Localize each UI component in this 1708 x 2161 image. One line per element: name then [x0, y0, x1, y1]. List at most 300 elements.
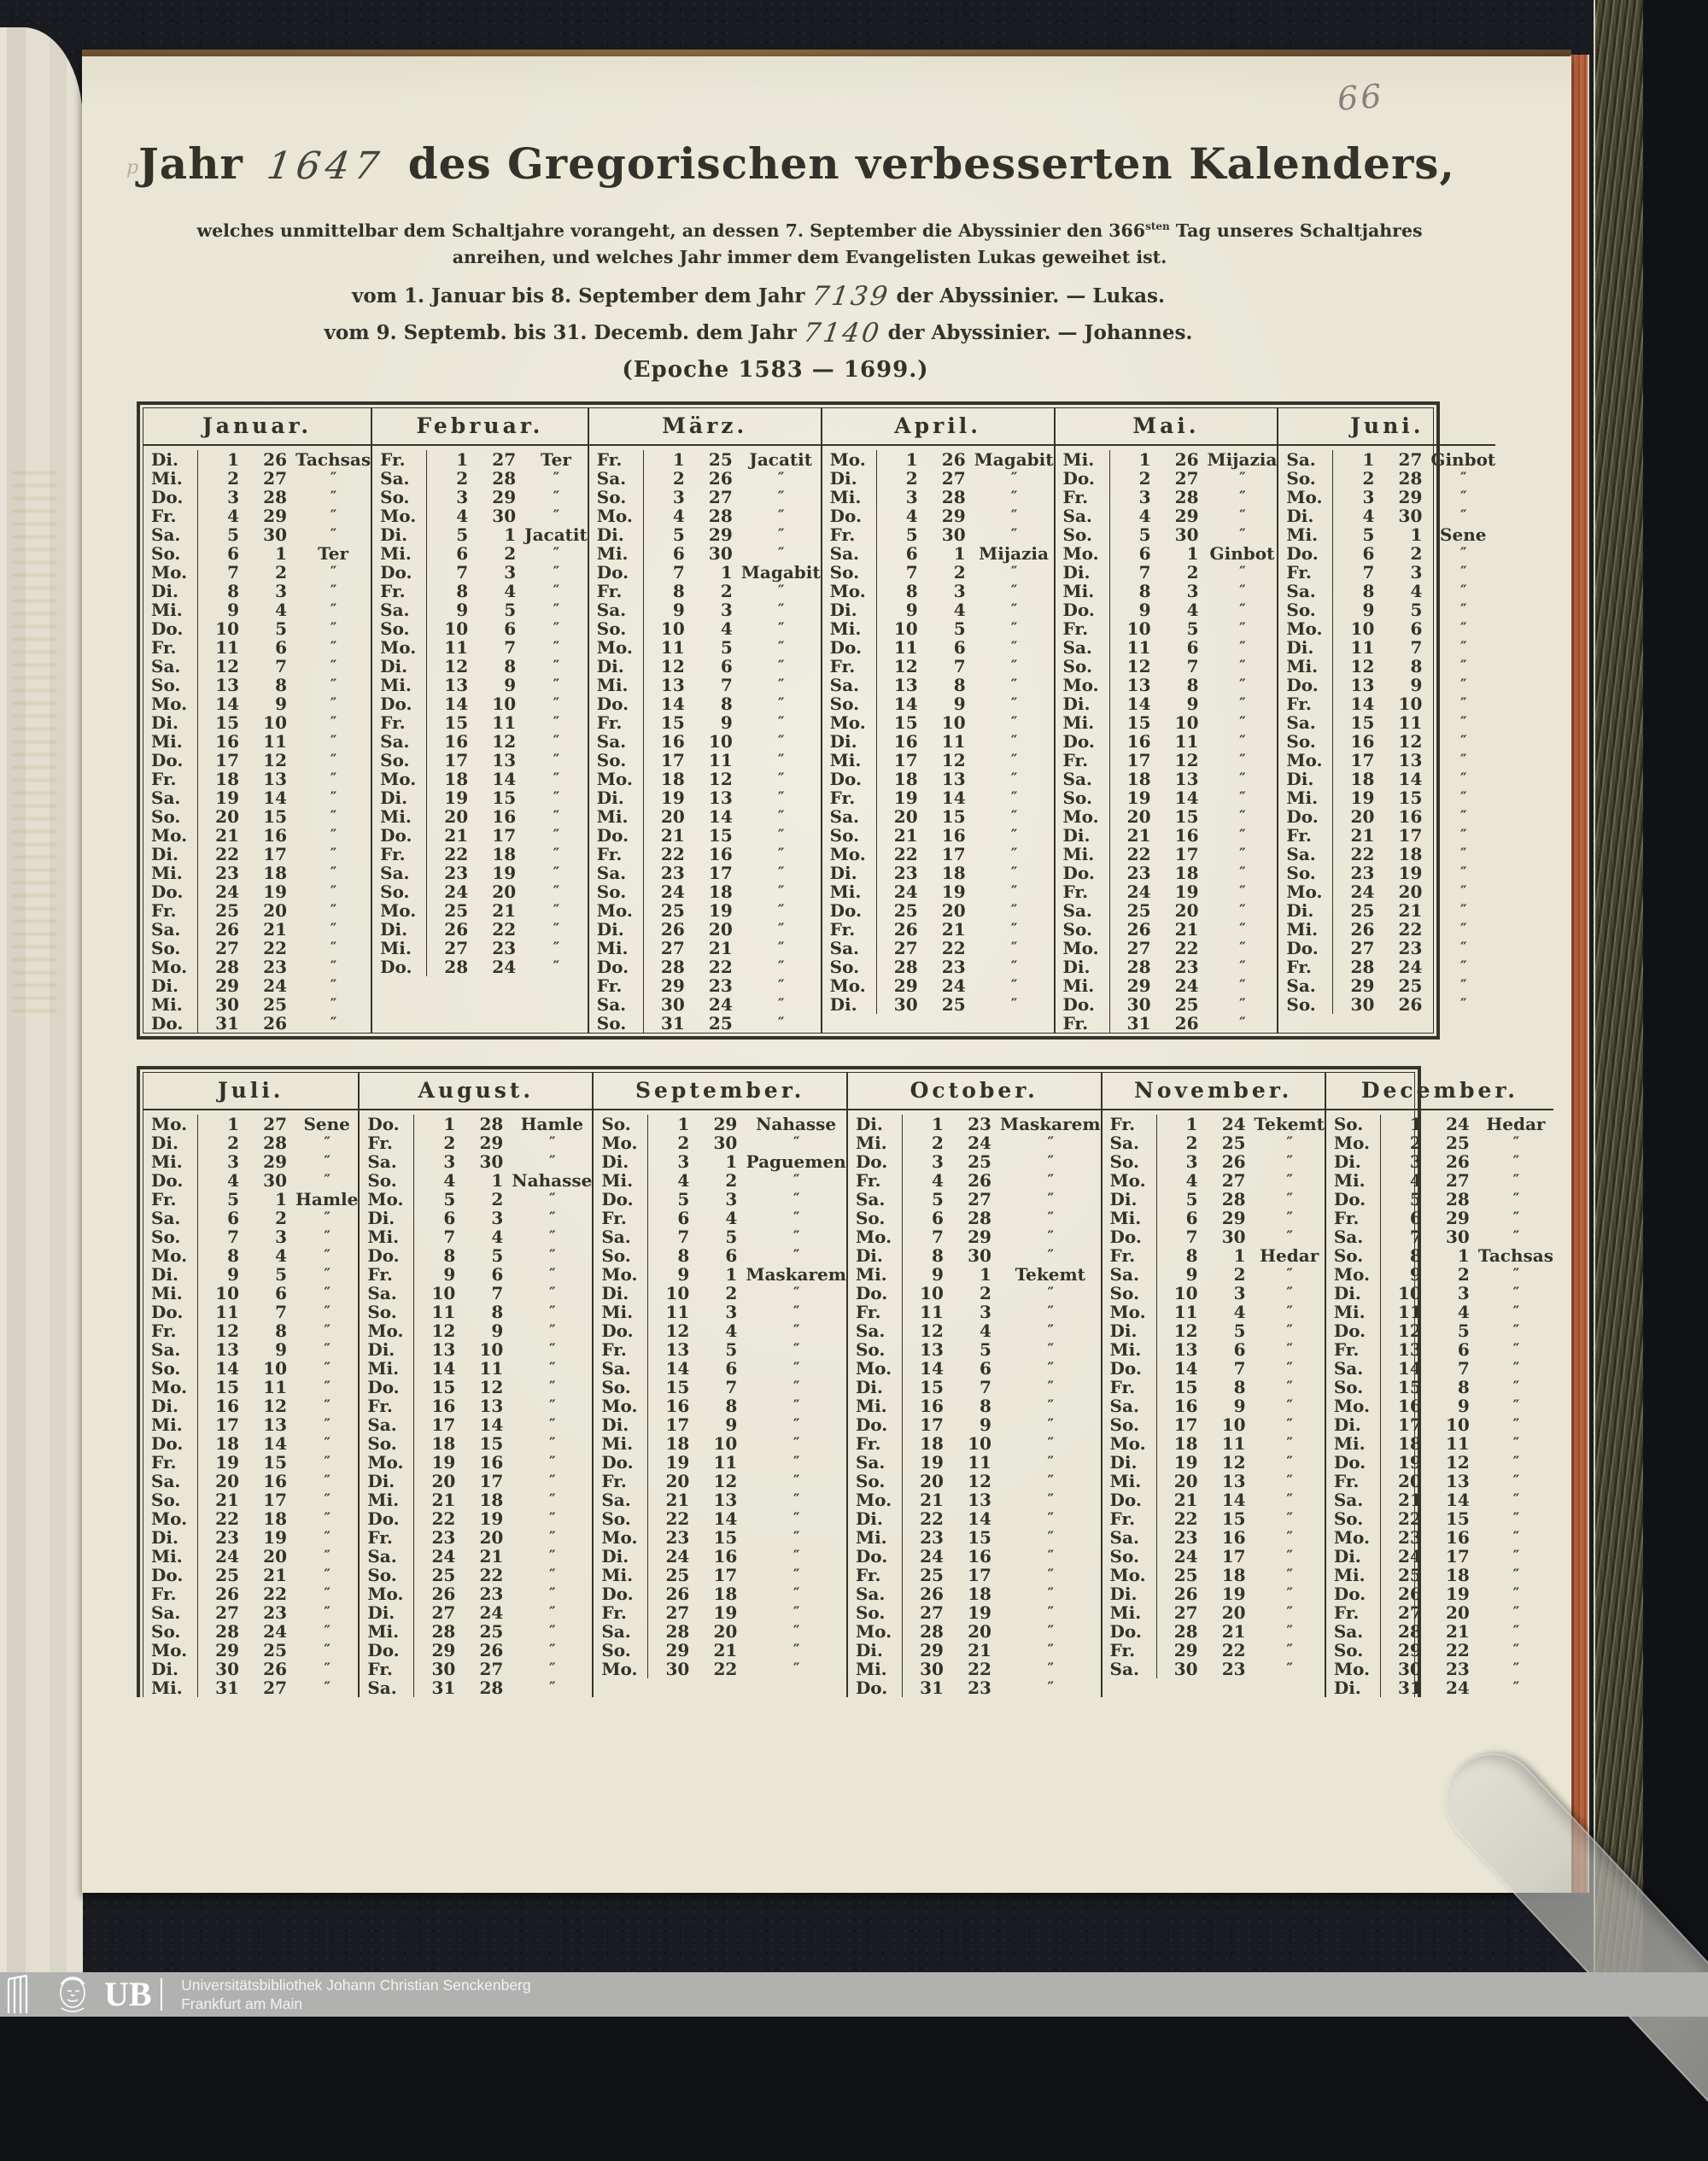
gregorian-day: 26 [660, 919, 685, 940]
abyssinian-month: ″ [1512, 1660, 1519, 1678]
weekday: So. [360, 1171, 414, 1190]
abyssinian-day: 22 [1398, 919, 1423, 940]
month-header: December. [1326, 1073, 1553, 1110]
abyssinian-month: ″ [793, 1660, 799, 1678]
gregorian-day: 30 [215, 1659, 239, 1679]
gregorian-day: 7 [227, 562, 239, 583]
gregorian-day: 8 [677, 1245, 690, 1266]
weekday: Mi. [1056, 450, 1110, 469]
gregorian-day: 29 [1350, 975, 1375, 996]
gregorian-day: 27 [1398, 1602, 1422, 1623]
abyssinian-day: 7 [980, 1377, 991, 1397]
abyssinian-day: 15 [713, 1527, 738, 1548]
weekday: So. [822, 694, 877, 713]
calendar-row [1326, 1321, 1553, 1340]
calendar-row [594, 1378, 846, 1397]
calendar-row [594, 1641, 846, 1660]
gregorian-day: 14 [215, 1358, 239, 1379]
gregorian-day: 17 [920, 1414, 944, 1435]
month-header: November. [1103, 1073, 1325, 1110]
weekday: So. [1056, 657, 1110, 676]
weekday: Di. [848, 1509, 903, 1528]
calendar-row [1056, 995, 1278, 1014]
abyssinian-month: ″ [777, 489, 784, 506]
calendar-row [143, 1566, 358, 1584]
gregorian-day: 27 [920, 1602, 944, 1623]
gregorian-day: 15 [1126, 712, 1151, 733]
weekday: Mi. [1056, 976, 1110, 995]
gregorian-day: 8 [456, 581, 469, 601]
abyssinian-day: 17 [713, 1565, 738, 1585]
gregorian-day: 28 [920, 1621, 944, 1642]
weekday: Do. [143, 1303, 198, 1321]
gregorian-day: 24 [1173, 1546, 1198, 1567]
month-rows [822, 446, 1054, 1014]
abyssinian-month: ″ [330, 733, 336, 750]
calendar-row [1278, 882, 1495, 901]
calendar-row [360, 1490, 592, 1509]
gregorian-day: 1 [1185, 1114, 1198, 1134]
weekday: Sa. [372, 600, 427, 619]
abyssinian-month: ″ [1010, 714, 1017, 731]
calendar-row [594, 1584, 846, 1603]
abyssinian-day: 1 [1410, 524, 1423, 545]
range1-text: vom 1. Januar bis 8. September dem Jahr [351, 284, 805, 307]
calendar-row [589, 751, 821, 770]
weekday: So. [848, 1340, 903, 1359]
weekday: Mi. [1278, 657, 1333, 676]
abyssinian-day: 3 [1410, 562, 1423, 583]
gregorian-day: 9 [227, 1264, 239, 1285]
calendar-row [360, 1321, 592, 1340]
abyssinian-day: 4 [725, 1321, 738, 1341]
abyssinian-day: 3 [275, 581, 287, 601]
gregorian-day: 18 [920, 1433, 944, 1454]
abyssinian-day: 6 [1457, 1339, 1470, 1360]
abyssinian-day: 26 [941, 449, 966, 470]
abyssinian-day: 6 [275, 1283, 287, 1303]
abyssinian-month: ″ [1286, 1153, 1292, 1170]
weekday: Mi. [1326, 1171, 1381, 1190]
gregorian-day: 15 [431, 1377, 456, 1397]
calendar-row [1278, 901, 1495, 920]
abyssinian-day: 13 [1446, 1471, 1470, 1491]
abyssinian-month: ″ [777, 846, 784, 863]
calendar-row [372, 582, 588, 600]
gregorian-day: 22 [1350, 844, 1375, 864]
abyssinian-month: ″ [324, 1134, 330, 1151]
abyssinian-month: ″ [1512, 1679, 1519, 1696]
abyssinian-month: ″ [793, 1303, 799, 1321]
abyssinian-day: 30 [1174, 524, 1199, 545]
abyssinian-day: 10 [1398, 694, 1423, 714]
calendar-row [143, 1321, 358, 1340]
abyssinian-month: ″ [1047, 1285, 1054, 1302]
calendar-row [143, 826, 371, 845]
weekday: Mo. [143, 1378, 198, 1397]
weekday: Di. [372, 657, 427, 676]
abyssinian-day: 9 [725, 1414, 738, 1435]
calendar-row [848, 1397, 1101, 1415]
abyssinian-month: ″ [793, 1623, 799, 1640]
calendar-row [143, 732, 371, 751]
weekday: Mo. [1056, 676, 1110, 694]
abyssinian-day: 21 [492, 900, 517, 921]
abyssinian-month: ″ [777, 827, 784, 844]
calendar-row [1326, 1115, 1553, 1133]
abyssinian-day: 14 [968, 1508, 991, 1529]
weekday: So. [360, 1303, 414, 1321]
calendar-row [1103, 1378, 1325, 1397]
abyssinian-day: 27 [1221, 1170, 1246, 1191]
calendar-row [594, 1566, 846, 1584]
abyssinian-month: ″ [777, 770, 784, 788]
abyssinian-day: 22 [941, 938, 966, 958]
abyssinian-month: ″ [1239, 489, 1245, 506]
calendar-row [143, 1472, 358, 1490]
abyssinian-day: 26 [1221, 1151, 1246, 1172]
gregorian-day: 10 [215, 618, 239, 639]
calendar-row [143, 751, 371, 770]
weekday: So. [1278, 469, 1333, 488]
calendar-row [1056, 713, 1278, 732]
abyssinian-day: 10 [479, 1339, 504, 1360]
gregorian-day: 13 [1173, 1339, 1198, 1360]
calendar-row [1278, 826, 1495, 845]
calendar-row [1326, 1227, 1553, 1246]
calendar-row [1278, 976, 1495, 995]
gregorian-day: 14 [1126, 694, 1151, 714]
gregorian-day: 29 [215, 975, 239, 996]
gregorian-day: 2 [672, 468, 685, 489]
calendar-row [589, 864, 821, 882]
gregorian-day: 3 [227, 487, 239, 507]
calendar-row [594, 1509, 846, 1528]
abyssinian-day: 10 [263, 712, 287, 733]
abyssinian-day: 17 [492, 825, 517, 846]
abyssinian-month: ″ [330, 658, 336, 675]
left-page-edges-stack [0, 27, 83, 1975]
abyssinian-month: ″ [324, 1379, 330, 1396]
gregorian-day: 1 [1362, 449, 1375, 470]
calendar-row [1278, 619, 1495, 638]
abyssinian-day: 12 [263, 750, 287, 770]
weekday: Sa. [1278, 713, 1333, 732]
abyssinian-month: ″ [777, 940, 784, 957]
calendar-row [372, 544, 588, 563]
gregorian-day: 16 [893, 731, 918, 752]
abyssinian-day: 18 [479, 1490, 504, 1510]
calendar-row [1278, 995, 1495, 1014]
abyssinian-day: 22 [708, 957, 733, 977]
gregorian-day: 3 [932, 1151, 944, 1172]
gregorian-day: 5 [677, 1189, 690, 1209]
calendar-row [143, 563, 371, 582]
weekday: Mi. [848, 1660, 903, 1678]
abyssinian-month: ″ [793, 1510, 799, 1527]
gregorian-day: 8 [1362, 581, 1375, 601]
abyssinian-day: 26 [263, 1013, 287, 1034]
abyssinian-month: ″ [777, 526, 784, 543]
abyssinian-month: ″ [330, 789, 336, 806]
calendar-row [143, 1359, 358, 1378]
gregorian-day: 16 [1173, 1396, 1198, 1416]
weekday: So. [589, 488, 644, 507]
weekday: Fr. [1103, 1378, 1157, 1397]
gregorian-day: 19 [660, 788, 685, 808]
weekday: Do. [360, 1115, 414, 1133]
calendar-row [1278, 788, 1495, 807]
weekday: So. [1278, 600, 1333, 619]
abyssinian-day: 30 [941, 524, 966, 545]
abyssinian-day: 26 [263, 1659, 287, 1679]
gregorian-day: 6 [227, 543, 239, 564]
abyssinian-month: ″ [553, 883, 559, 900]
abyssinian-day: 2 [1186, 562, 1199, 583]
title-suffix: des Gregorischen verbesserten Kalenders, [407, 138, 1455, 189]
weekday: So. [848, 1472, 903, 1490]
weekday: Fr. [1056, 619, 1110, 638]
gregorian-day: 26 [893, 919, 918, 940]
gregorian-day: 17 [1126, 750, 1151, 770]
calendar-row [1056, 1014, 1278, 1033]
abyssinian-month: ″ [793, 1341, 799, 1358]
gregorian-day: 30 [893, 994, 918, 1015]
abyssinian-month: ″ [1010, 883, 1017, 900]
abyssinian-month: ″ [1010, 996, 1017, 1013]
abyssinian-day: 12 [1398, 731, 1423, 752]
weekday: Do. [594, 1190, 648, 1209]
abyssinian-day: 20 [1174, 900, 1199, 921]
gregorian-day: 22 [665, 1508, 690, 1529]
subtitle-line1-end: Tag unseres Schaltjahres [1169, 220, 1423, 241]
gregorian-day: 25 [215, 1565, 239, 1585]
calendar-row [372, 920, 588, 939]
gregorian-day: 24 [215, 881, 239, 902]
weekday: Sa. [360, 1547, 414, 1566]
weekday: Mi. [143, 1284, 198, 1303]
weekday: Do. [143, 1171, 198, 1190]
gregorian-day: 28 [665, 1621, 690, 1642]
gregorian-day: 24 [660, 881, 685, 902]
abyssinian-month: ″ [553, 733, 559, 750]
weekday: Fr. [372, 845, 427, 864]
gregorian-day: 14 [444, 694, 469, 714]
weekday: Di. [594, 1547, 648, 1566]
weekday: Fr. [589, 582, 644, 600]
abyssinian-day: 3 [1186, 581, 1199, 601]
month-rows [1278, 446, 1495, 1014]
weekday: Mo. [372, 901, 427, 920]
abyssinian-month: ″ [777, 620, 784, 637]
calendar-row [143, 958, 371, 976]
abyssinian-month: ″ [324, 1679, 330, 1696]
abyssinian-month: ″ [777, 808, 784, 825]
gregorian-day: 5 [932, 1189, 944, 1209]
calendar-row [1056, 920, 1278, 939]
calendar-row [594, 1453, 846, 1472]
abyssinian-month: Tachsas [1477, 1245, 1553, 1266]
abyssinian-month: ″ [324, 1228, 330, 1245]
abyssinian-month: ″ [1512, 1548, 1519, 1565]
abyssinian-month: ″ [1286, 1491, 1292, 1508]
abyssinian-month: ″ [1239, 770, 1245, 788]
calendar-row [1056, 807, 1278, 826]
abyssinian-day: 1 [720, 562, 733, 583]
abyssinian-month: ″ [330, 676, 336, 694]
abyssinian-month: ″ [1459, 921, 1466, 938]
calendar-row [1056, 976, 1278, 995]
gregorian-day: 1 [677, 1114, 690, 1134]
weekday: Do. [1103, 1359, 1157, 1378]
gregorian-day: 16 [660, 731, 685, 752]
weekday: Di. [594, 1415, 648, 1434]
weekday: Di. [1056, 563, 1110, 582]
calendar-row [372, 507, 588, 525]
gregorian-day: 27 [1126, 938, 1151, 958]
abyssinian-day: 4 [275, 1245, 287, 1266]
calendar-row [1326, 1660, 1553, 1678]
calendar-row [143, 1265, 358, 1284]
calendar-row [1056, 600, 1278, 619]
calendar-row [1326, 1509, 1553, 1528]
weekday: Mi. [848, 1528, 903, 1547]
abyssinian-month: ″ [553, 940, 559, 957]
weekday: Mo. [1278, 488, 1333, 507]
abyssinian-month: ″ [553, 714, 559, 731]
weekday: Sa. [848, 1453, 903, 1472]
abyssinian-month: ″ [1459, 676, 1466, 694]
abyssinian-month: ″ [1239, 864, 1245, 881]
abyssinian-day: 6 [720, 656, 733, 676]
calendar-row [143, 920, 371, 939]
abyssinian-day: 5 [725, 1227, 738, 1247]
abyssinian-day: 4 [720, 618, 733, 639]
calendar-row [360, 1566, 592, 1584]
gregorian-day: 8 [443, 1245, 456, 1266]
gregorian-day: 30 [1173, 1659, 1198, 1679]
calendar-row [594, 1660, 846, 1678]
abyssinian-month: ″ [1047, 1585, 1054, 1602]
month-column-october [846, 1073, 1101, 1697]
abyssinian-month: ″ [777, 545, 784, 562]
abyssinian-day: 21 [968, 1640, 991, 1660]
gregorian-day: 28 [431, 1621, 456, 1642]
abyssinian-month: ″ [1459, 733, 1466, 750]
calendar-row [143, 1397, 358, 1415]
abyssinian-month: ″ [1459, 545, 1466, 562]
abyssinian-month: ″ [793, 1473, 799, 1490]
abyssinian-month: ″ [1512, 1360, 1519, 1377]
weekday: Di. [360, 1603, 414, 1622]
abyssinian-day: 4 [980, 1321, 991, 1341]
calendar-row [822, 976, 1054, 995]
handwritten-year: 1647 [264, 144, 387, 188]
calendar-row [1326, 1434, 1553, 1453]
gregorian-day: 20 [665, 1471, 690, 1491]
abyssinian-day: 24 [479, 1602, 504, 1623]
abyssinian-month: ″ [1010, 489, 1017, 506]
abyssinian-month: ″ [1286, 1604, 1292, 1621]
weekday: Mi. [360, 1227, 414, 1246]
gregorian-day: 3 [456, 487, 469, 507]
abyssinian-month: ″ [330, 752, 336, 769]
gregorian-day: 14 [1350, 694, 1375, 714]
calendar-row [1056, 619, 1278, 638]
calendar-row [360, 1209, 592, 1227]
calendar-row [848, 1340, 1101, 1359]
gregorian-day: 10 [893, 618, 918, 639]
abyssinian-day: 2 [1233, 1264, 1246, 1285]
weekday: Do. [1278, 939, 1333, 958]
subtitle-superscript: sten [1145, 220, 1170, 232]
calendar-row [372, 826, 588, 845]
abyssinian-day: 23 [708, 975, 733, 996]
calendar-row [1056, 582, 1278, 600]
abyssinian-day: 2 [491, 1189, 504, 1209]
abyssinian-month: ″ [1512, 1642, 1519, 1659]
gregorian-day: 20 [431, 1471, 456, 1491]
gregorian-day: 31 [920, 1678, 944, 1698]
weekday: Mi. [822, 619, 877, 638]
gregorian-day: 13 [660, 675, 685, 695]
abyssinian-month: ″ [1286, 1585, 1292, 1602]
abyssinian-day: 5 [953, 618, 966, 639]
abyssinian-month: ″ [1286, 1510, 1292, 1527]
abyssinian-day: 25 [1221, 1133, 1246, 1153]
calendar-row [1103, 1340, 1325, 1359]
weekday: Do. [589, 563, 644, 582]
abyssinian-day: 23 [1398, 938, 1423, 958]
gregorian-day: 30 [1126, 994, 1151, 1015]
gregorian-day: 21 [660, 825, 685, 846]
abyssinian-month: ″ [549, 1529, 555, 1546]
abyssinian-day: 12 [263, 1396, 287, 1416]
weekday: Sa. [589, 864, 644, 882]
abyssinian-day: 14 [1174, 788, 1199, 808]
abyssinian-day: 10 [708, 731, 733, 752]
abyssinian-day: 7 [1457, 1358, 1470, 1379]
abyssinian-month: ″ [553, 620, 559, 637]
abyssinian-day: 22 [1174, 938, 1199, 958]
gregorian-day: 27 [431, 1602, 456, 1623]
abyssinian-day: 7 [275, 656, 287, 676]
gregorian-day: 13 [444, 675, 469, 695]
gregorian-day: 1 [227, 449, 239, 470]
calendar-row [1056, 450, 1278, 469]
abyssinian-day: 10 [263, 1358, 287, 1379]
abyssinian-month: ″ [1286, 1454, 1292, 1471]
abyssinian-month: ″ [1286, 1303, 1292, 1321]
calendar-row [1278, 958, 1495, 976]
abyssinian-month: ″ [549, 1360, 555, 1377]
abyssinian-day: 16 [1221, 1527, 1246, 1548]
abyssinian-month: ″ [1047, 1397, 1054, 1414]
gregorian-day: 10 [660, 618, 685, 639]
weekday: Fr. [372, 582, 427, 600]
month-rows [1056, 446, 1278, 1033]
abyssinian-month: ″ [1512, 1285, 1519, 1302]
abyssinian-month: ″ [1459, 827, 1466, 844]
gregorian-day: 23 [1350, 863, 1375, 883]
page-top-edge-shadow [82, 50, 1571, 56]
calendar-row [1103, 1415, 1325, 1434]
weekday: Do. [1326, 1190, 1381, 1209]
month-column-mai [1054, 408, 1278, 1033]
abyssinian-month: ″ [324, 1585, 330, 1602]
weekday: Sa. [848, 1321, 903, 1340]
abyssinian-day: 14 [479, 1414, 504, 1435]
